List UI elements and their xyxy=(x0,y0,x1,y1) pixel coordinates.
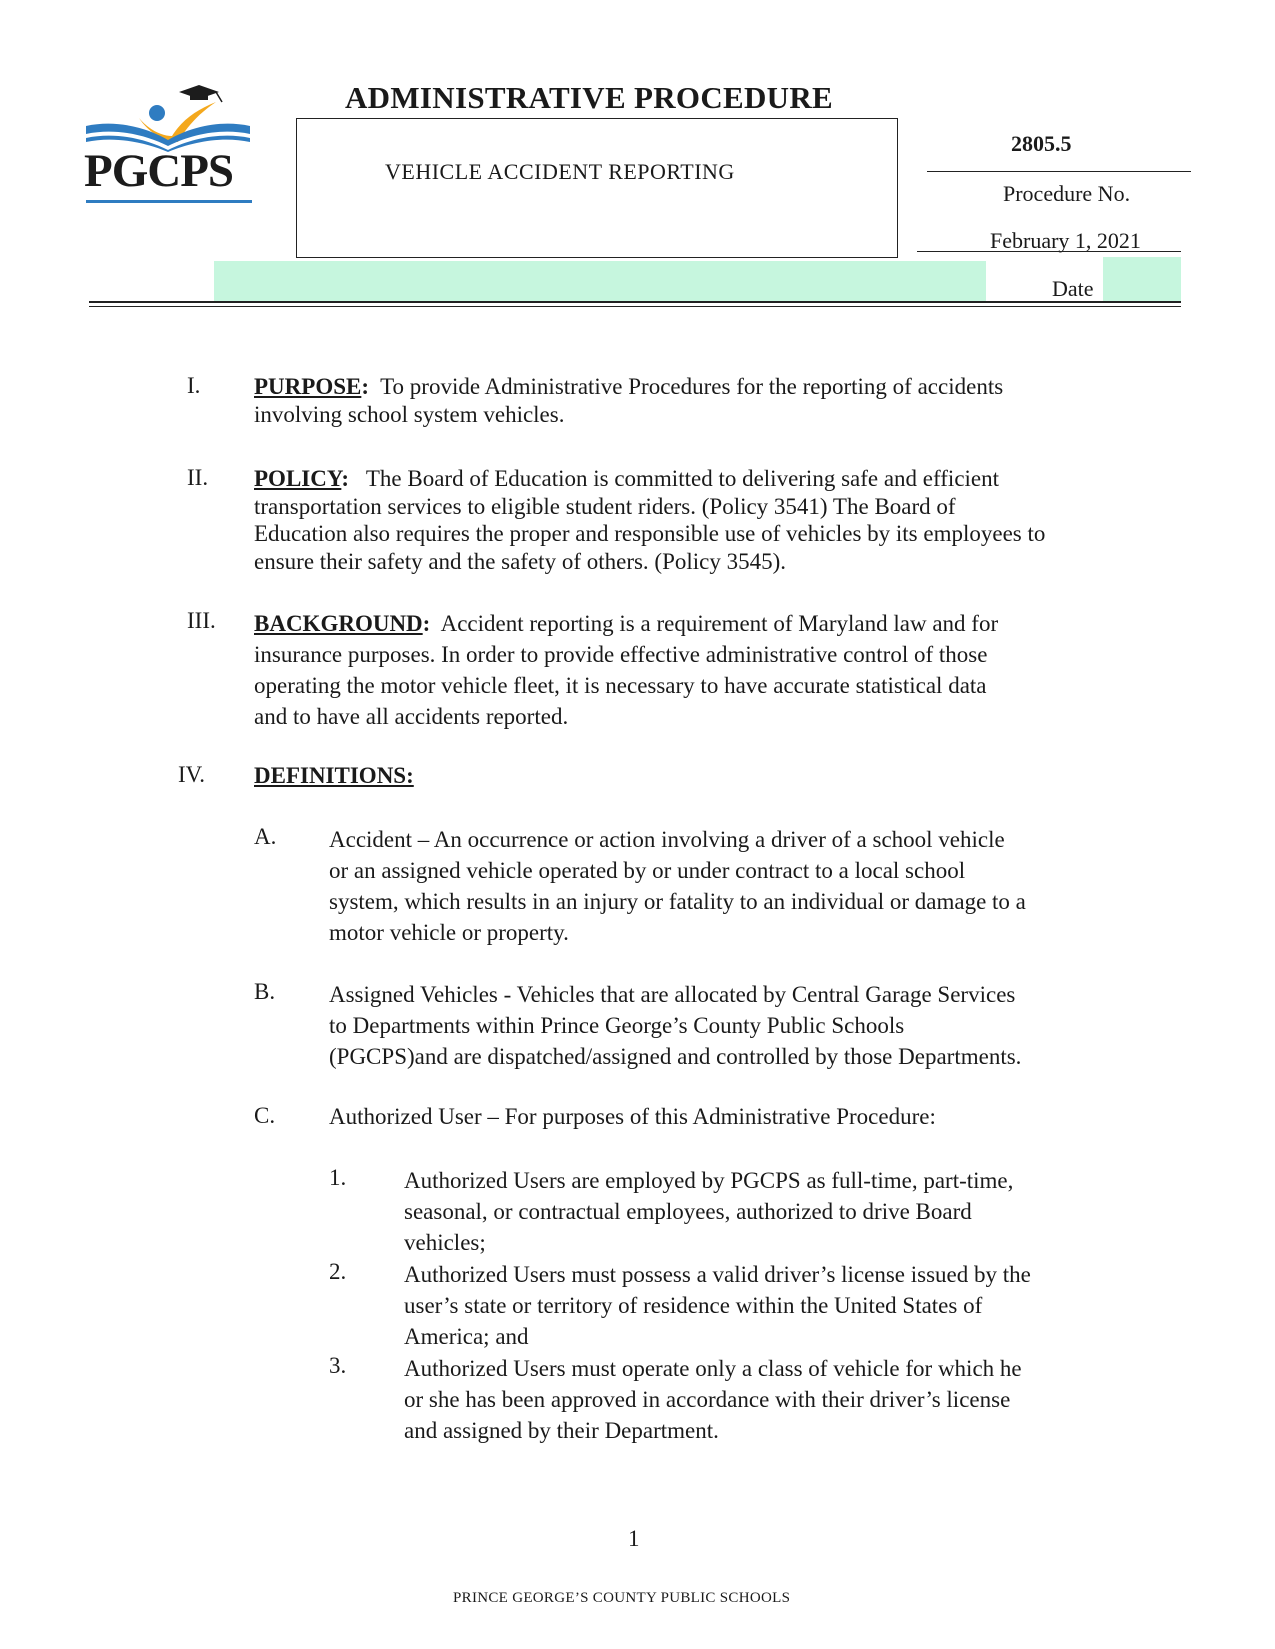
definition-assigned-vehicles xyxy=(329,979,1021,1072)
list-item-number: 1. xyxy=(329,1165,347,1190)
list-item-number: 2. xyxy=(329,1259,347,1284)
body-line: operating the motor vehicle fleet, it is necessary to have accurate statistical data xyxy=(254,673,987,698)
list-item xyxy=(404,1353,1022,1446)
body-line: or an assigned vehicle operated by or under contract to a local school xyxy=(329,858,966,883)
list-item xyxy=(404,1165,1013,1258)
procedure-title: VEHICLE ACCIDENT REPORTING xyxy=(385,159,735,184)
body-line: Authorized Users must possess a valid driver’s license issued by the xyxy=(404,1262,1031,1287)
body-line: Education also requires the proper and responsible use of vehicles by its employees to xyxy=(254,521,1046,546)
body-line: system, which results in an injury or fatality to an individual or damage to a xyxy=(329,889,1026,914)
procedure-title-box xyxy=(296,118,898,258)
section-heading: PURPOSE xyxy=(254,374,362,399)
body-line: The Board of Education is committed to delivering safe and efficient xyxy=(365,466,1000,491)
section-numeral: II. xyxy=(187,465,209,490)
body-line: (PGCPS)and are dispatched/assigned and controlled by those Departments. xyxy=(329,1044,1022,1069)
body-line: Authorized User – For purposes of this Administrative Procedure: xyxy=(329,1104,936,1129)
divider-line xyxy=(917,251,1181,252)
procedure-date: February 1, 2021 xyxy=(990,228,1141,253)
definition-accident xyxy=(329,824,1026,948)
body-line: seasonal, or contractual employees, authorized to drive Board xyxy=(404,1199,972,1224)
list-item-number: 3. xyxy=(329,1353,347,1378)
page-number: 1 xyxy=(628,1526,640,1551)
body-line: vehicles; xyxy=(404,1230,486,1255)
list-item xyxy=(404,1259,1031,1352)
document-type-title: ADMINISTRATIVE PROCEDURE xyxy=(345,80,834,115)
body-line: motor vehicle or property. xyxy=(329,920,569,945)
definition-letter: B. xyxy=(254,979,276,1004)
body-line: insurance purposes. In order to provide effective administrative control of those xyxy=(254,642,988,667)
body-line: to Departments within Prince George’s County Public Schools xyxy=(329,1013,905,1038)
heading-colon: : xyxy=(422,611,431,636)
body-line: Accident reporting is a requirement of Maryland law and for xyxy=(440,611,999,636)
highlight-band-small xyxy=(1103,257,1181,301)
highlight-band xyxy=(214,261,986,301)
body-line: Authorized Users must operate only a class of vehicle for which he xyxy=(404,1356,1022,1381)
definition-letter: A. xyxy=(254,824,277,849)
body-line: involving school system vehicles. xyxy=(254,401,565,427)
procedure-number-label: Procedure No. xyxy=(1003,181,1131,206)
section-heading: BACKGROUND xyxy=(254,611,423,636)
purpose-section xyxy=(254,373,1003,428)
definition-authorized-user xyxy=(329,1103,936,1131)
definition-letter: C. xyxy=(254,1103,276,1128)
body-line: ensure their safety and the safety of others. (Policy 3545). xyxy=(254,548,787,574)
background-section xyxy=(254,608,998,732)
header-double-rule xyxy=(89,301,1181,307)
body-line: user’s state or territory of residence within the United States of xyxy=(404,1293,983,1318)
date-label: Date xyxy=(1052,276,1094,301)
book-graduation-icon xyxy=(84,82,254,152)
pgcps-logo xyxy=(84,82,254,212)
body-line: Authorized Users are employed by PGCPS as full-time, part-time, xyxy=(404,1168,1014,1193)
procedure-number: 2805.5 xyxy=(1011,131,1072,156)
definitions-heading xyxy=(254,762,414,790)
heading-colon: : xyxy=(341,466,350,491)
body-line: To provide Administrative Procedures for the reporting of accidents xyxy=(380,374,1004,399)
body-line: and to have all accidents reported. xyxy=(254,704,569,729)
body-line: or she has been approved in accordance with their driver’s license xyxy=(404,1387,1011,1412)
section-numeral: III. xyxy=(187,608,216,633)
section-heading: DEFINITIONS: xyxy=(254,763,414,788)
section-numeral: I. xyxy=(187,373,201,398)
section-numeral: IV. xyxy=(178,762,206,787)
body-line: America; and xyxy=(404,1324,529,1349)
policy-section xyxy=(254,465,1045,575)
body-line: transportation services to eligible student riders. (Policy 3541) The Board of xyxy=(254,493,956,519)
footer-organization: PRINCE GEORGE’S COUNTY PUBLIC SCHOOLS xyxy=(453,1590,791,1606)
divider-line xyxy=(927,171,1191,172)
heading-colon: : xyxy=(361,374,370,399)
logo-underline xyxy=(86,200,252,203)
body-line: Assigned Vehicles - Vehicles that are allocated by Central Garage Services xyxy=(329,982,1016,1007)
body-line: and assigned by their Department. xyxy=(404,1418,719,1443)
section-heading: POLICY xyxy=(254,466,342,491)
logo-wordmark: PGCPS xyxy=(84,145,234,197)
body-line: Accident – An occurrence or action involving a driver of a school vehicle xyxy=(329,827,1005,852)
